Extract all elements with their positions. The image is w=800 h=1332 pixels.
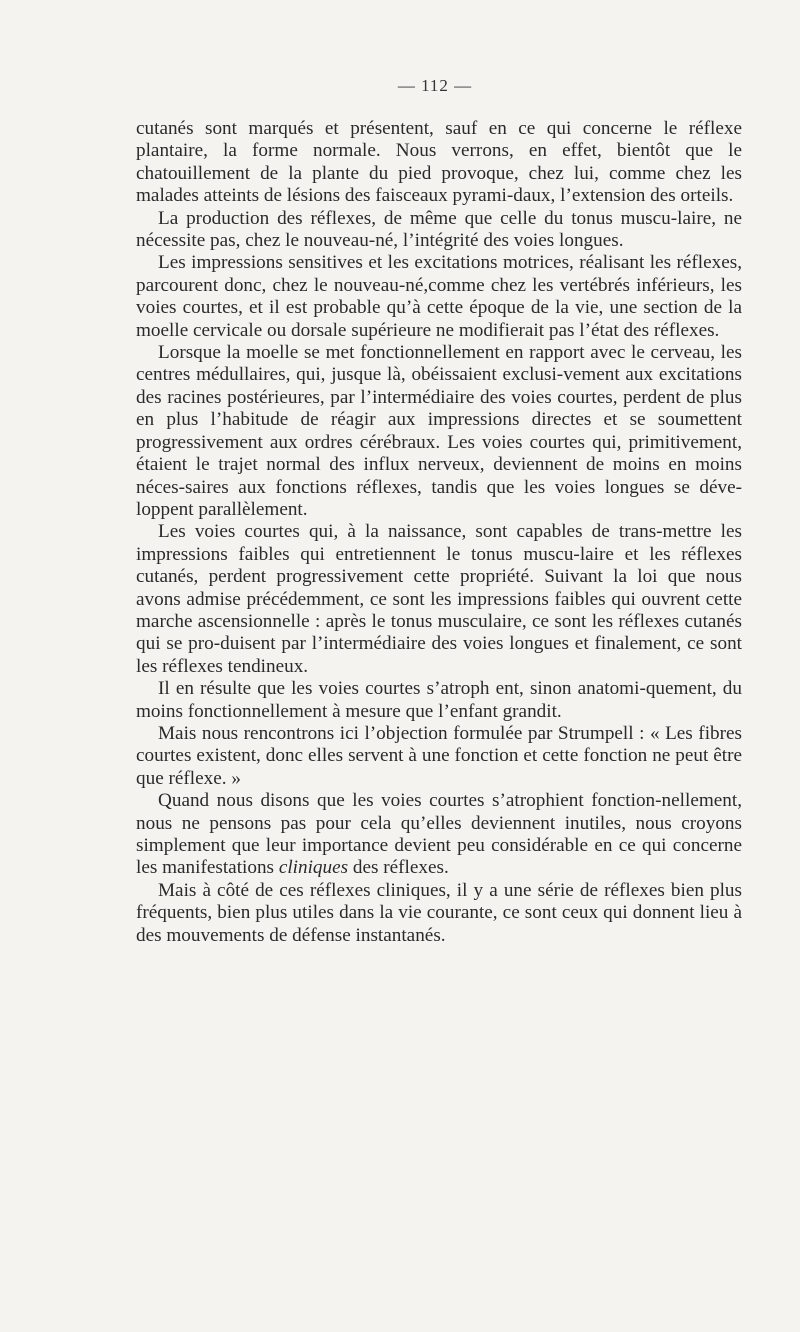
page-number: — 112 —	[397, 76, 473, 95]
paragraph-9: Mais à côté de ces réflexes cliniques, il y a une série de réflexes bien plus fréquents, bien plus utiles dans la vie courante, ce sont ceux qui donnent lieu à des mouvements de défense instantanés.	[136, 879, 742, 946]
paragraph-6: Il en résulte que les voies courtes s’atroph ent, sinon anatomi-quement, du moins fonctionnellement à mesure que l’enfant grandit.	[136, 678, 742, 722]
paragraph-5: Les voies courtes qui, à la naissance, sont capables de trans-mettre les impressions faibles qui entretiennent le tonus muscu-laire et les réflexes cutanés, perdent progressivement cette propriété. Suivant la loi que nous avons admise précédemment, ce sont les impressions faibles qui ouvrent cette marche ascensionnelle : après le tonus musculaire, ce sont les réflexes cutanés qui se pro-duisent par l’intermédiaire des voies longues et finalement, ce sont les réflexes tendineux.	[136, 521, 742, 677]
paragraph-4: Lorsque la moelle se met fonctionnellement en rapport avec le cerveau, les centres médullaires, qui, jusque là, obéissaient exclusi-vement aux excitations des racines postérieures, par l’intermédiaire des voies courtes, perdent de plus en plus l’habitude de réagir aux impressions directes et se soumettent progressivement aux ordres cérébraux. Les voies courtes qui, primitivement, étaient le trajet normal des influx nerveux, deviennent de moins en moins néces-saires aux fonctions réflexes, tandis que les voies longues se déve-loppent parallèlement.	[136, 342, 742, 520]
paragraph-8	[136, 790, 742, 880]
paragraph-7: Mais nous rencontrons ici l’objection formulée par Strumpell : « Les fibres courtes existent, donc elles servent à une fonction et cette fonction ne peut être que réflexe. »	[136, 722, 742, 789]
paragraph-8-text-before: Quand nous disons que les voies courtes s’atrophient fonction-nellement, nous ne pensons pas pour cela qu’elles deviennent inutiles, nous croyons simplement que leur importance devient peu considérable en ce qui concerne les manifestations	[136, 790, 742, 879]
paragraph-1: cutanés sont marqués et présentent, sauf en ce qui concerne le réflexe plantaire, la forme normale. Nous verrons, en effet, bientôt que le chatouillement de la plante du pied provoque, chez lui, comme chez les malades atteints de lésions des faisceaux pyrami-daux, l’extension des orteils.	[136, 118, 742, 207]
paragraph-2: La production des réflexes, de même que celle du tonus muscu-laire, ne nécessite pas, chez le nouveau-né, l’intégrité des voies longues.	[136, 207, 742, 252]
paragraph-3: Les impressions sensitives et les excitations motrices, réalisant les réflexes, parcourent donc, chez le nouveau-né,comme chez les vertébrés inférieurs, les voies courtes, et il est probable qu’à cette époque de la vie, une section de la moelle cervicale ou dorsale supérieure ne modifierait pas l’état des réflexes.	[136, 252, 742, 341]
text-body	[136, 118, 742, 947]
paragraph-8-text-after: des réflexes.	[348, 857, 449, 879]
paragraph-8-italic-word: cliniques	[278, 857, 349, 879]
